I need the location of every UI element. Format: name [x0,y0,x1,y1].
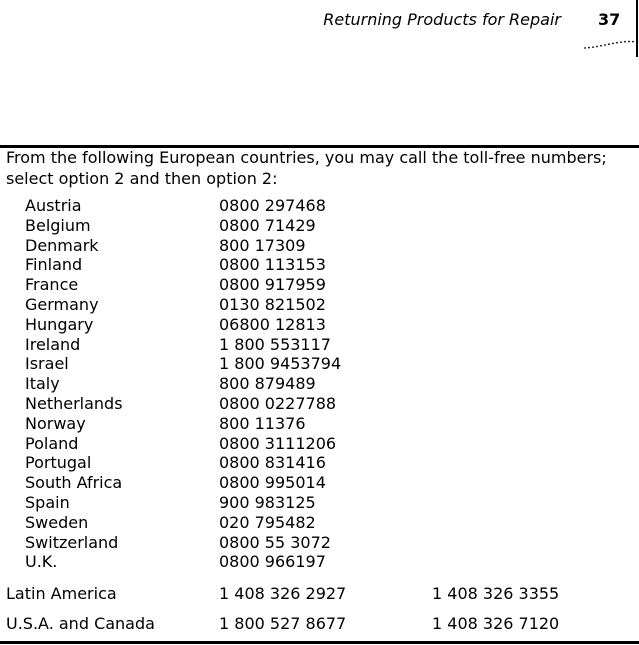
phone-number: 0800 966197 [219,552,326,572]
country-name: South Africa [25,473,123,493]
country-name: Hungary [25,314,94,334]
country-name: U.K. [25,552,58,572]
country-name: Italy [25,374,60,394]
phone-number: 0800 831416 [219,453,326,473]
phone-number: 800 879489 [219,374,316,394]
phone-number: 0800 995014 [219,473,326,493]
country-name: Switzerland [25,532,119,552]
country-name: Germany [25,294,99,314]
phone-number: 1 800 527 8677 [219,614,347,633]
phone-number: 1 408 326 3355 [432,584,560,603]
phone-number: 900 983125 [219,492,316,512]
country-name: Norway [25,413,86,433]
phone-number: 800 11376 [219,413,306,433]
phone-number: 1 408 326 7120 [432,614,560,633]
phone-number: 800 17309 [219,235,306,255]
country-name: Ireland [25,334,81,354]
country-name: Denmark [25,235,99,255]
decorative-dots [583,38,637,50]
region-name: Latin America [6,584,117,603]
country-name: France [25,275,79,295]
region-name: U.S.A. and Canada [6,614,155,633]
country-name: Spain [25,492,70,512]
country-name: Israel [25,354,69,374]
phone-number: 1 408 326 2927 [219,584,347,603]
phone-number: 0800 0227788 [219,393,337,413]
phone-number: 0130 821502 [219,294,326,314]
phone-number: 06800 12813 [219,314,326,334]
country-name: Portugal [25,453,92,473]
country-name: Austria [25,196,82,215]
country-name: Poland [25,433,79,453]
running-head: Returning Products for Repair [323,10,561,29]
phone-number: 0800 917959 [219,275,326,295]
country-name: Netherlands [25,393,123,413]
phone-number: 0800 297468 [219,196,326,215]
phone-number: 0800 55 3072 [219,532,331,552]
phone-number: 0800 71429 [219,215,316,235]
page-number: 37 [598,10,621,29]
country-name: Sweden [25,512,89,532]
phone-number: 1 800 553117 [219,334,331,354]
intro-paragraph: From the following European countries, you may call the toll-free numbers; select option 2 and then option 2: [6,148,607,188]
phone-number: 0800 3111206 [219,433,337,453]
phone-number: 1 800 9453794 [219,354,342,374]
country-name: Belgium [25,215,91,235]
phone-number: 0800 113153 [219,255,326,275]
country-name: Finland [25,255,83,275]
phone-number: 020 795482 [219,512,316,532]
table-bottom-rule [0,641,639,644]
